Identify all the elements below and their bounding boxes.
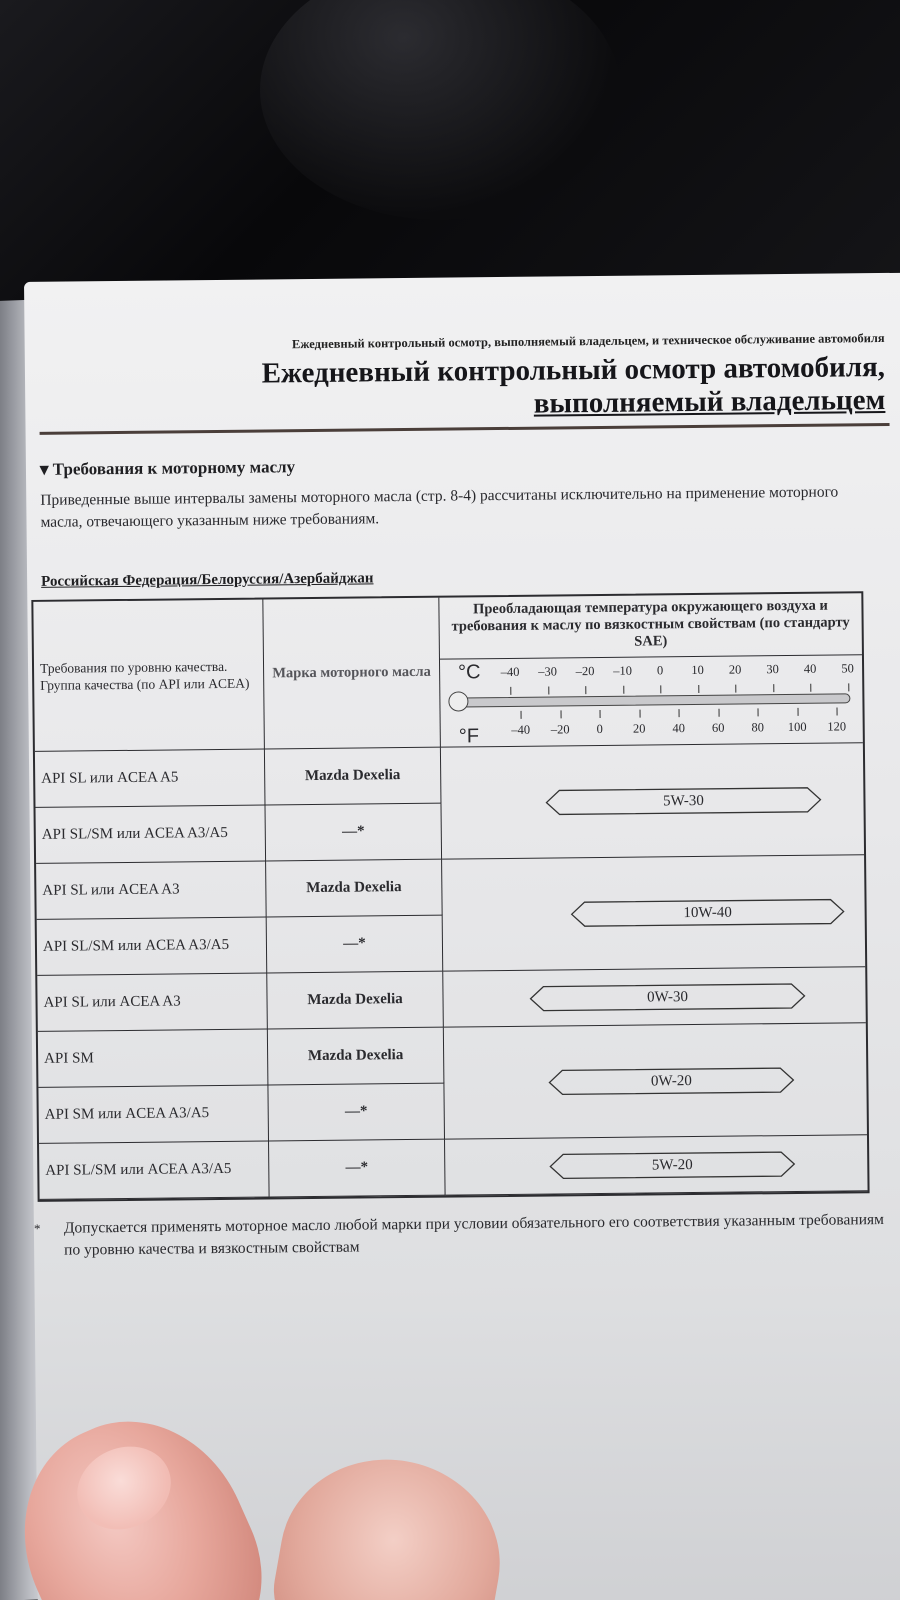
fahrenheit-tick: [560, 710, 561, 718]
requirement-cell: API SL или ACEA A3: [37, 973, 268, 1031]
fahrenheit-tick-label: 60: [711, 720, 725, 735]
requirement-cell: API SM: [38, 1029, 269, 1087]
fahrenheit-tick-label: 120: [827, 719, 847, 734]
temperature-scale: [440, 655, 863, 746]
celsius-tick-label: 50: [841, 661, 854, 676]
celsius-tick: [698, 685, 699, 693]
viscosity-grade-label: 5W-30: [662, 792, 704, 809]
fahrenheit-tick-label: 0: [596, 721, 603, 737]
requirement-cell: API SL или ACEA A5: [35, 750, 266, 808]
celsius-unit: °C: [457, 661, 481, 684]
table-rows-grid: [35, 743, 868, 1200]
celsius-tick: [735, 685, 736, 693]
page-title: [261, 351, 885, 424]
celsius-tick-label: 30: [766, 662, 779, 677]
viscosity-grade-label: 10W-40: [683, 904, 732, 921]
fahrenheit-tick-label: 40: [672, 721, 686, 736]
footnote-marker: *: [33, 1220, 41, 1236]
brand-cell: Mazda Dexelia: [267, 972, 444, 1030]
viscosity-grade-label: 0W-20: [650, 1072, 692, 1089]
section-heading: ▾ Требования к моторному маслу: [39, 457, 296, 479]
viscosity-cell: [443, 967, 866, 1027]
celsius-tick-label: 20: [728, 662, 742, 677]
celsius-tick: [660, 685, 661, 693]
page-title-line1: Ежедневный контрольный осмотр автомобиля,: [261, 350, 886, 390]
viscosity-cell: [441, 743, 864, 859]
brand-cell: Mazda Dexelia: [266, 860, 443, 918]
celsius-tick: [848, 683, 849, 691]
thermometer-bar: [456, 693, 850, 707]
fahrenheit-tick: [718, 709, 719, 717]
brand-cell: —*: [269, 1140, 446, 1198]
celsius-tick: [810, 684, 811, 692]
fahrenheit-tick-label: 80: [751, 720, 765, 735]
intro-paragraph: Приведенные выше интервалы замены моторного масла (стр. 8-4) рассчитаны исключительно на применение моторного масла, отвечающего указанным ниже требованиям.: [40, 483, 839, 531]
header-divider: [40, 423, 890, 435]
thermometer-bulb: [448, 691, 468, 711]
celsius-tick-label: –10: [613, 663, 633, 678]
fahrenheit-tick: [679, 709, 680, 717]
fahrenheit-tick: [639, 710, 640, 718]
celsius-tick: [585, 686, 586, 694]
fahrenheit-tick: [600, 710, 601, 718]
celsius-tick-label: 40: [803, 661, 817, 676]
fahrenheit-tick: [521, 711, 522, 719]
column-header-temperature: [439, 593, 863, 747]
viscosity-range-bar: [545, 787, 821, 816]
running-title: Ежедневный контрольный осмотр, выполняемый владельцем, и техническое обслуживание автомобиля: [291, 330, 885, 352]
viscosity-cell: [442, 855, 865, 971]
fahrenheit-tick: [758, 708, 759, 716]
footnote-text: Допускается применять моторное масло любой марки при условии обязательного его соответствия указанным требованиям по уровню качества и вязкостным свойствам: [63, 1211, 885, 1259]
temperature-header-title: Преобладающая температура окружающего воздуха и требования к маслу по вязкостным свойствам (по стандарту SAE): [439, 593, 862, 659]
brand-cell: —*: [268, 1084, 445, 1142]
table-body: [35, 743, 868, 1200]
brand-cell: Mazda Dexelia: [268, 1028, 445, 1086]
fahrenheit-unit: °F: [458, 725, 480, 748]
brand-cell: —*: [265, 804, 442, 862]
fahrenheit-tick: [797, 708, 798, 716]
celsius-tick: [510, 687, 511, 695]
requirement-cell: API SL или ACEA A3: [36, 861, 267, 919]
viscosity-range-bar: [571, 898, 845, 927]
requirement-cell: API SL/SM или ACEA A3/A5: [39, 1141, 270, 1199]
footnote: [33, 1209, 898, 1262]
viscosity-range-bar: [529, 983, 805, 1012]
viscosity-range-bar: [548, 1067, 794, 1096]
fahrenheit-tick-label: –20: [550, 722, 570, 737]
viscosity-cell: [445, 1135, 868, 1195]
celsius-tick: [623, 686, 624, 694]
oil-requirements-table: [31, 591, 869, 1202]
requirement-cell: API SL/SM или ACEA A3/A5: [36, 805, 267, 863]
celsius-tick-label: –30: [538, 664, 558, 679]
viscosity-range-bar: [549, 1151, 795, 1180]
viscosity-cell: [444, 1023, 867, 1139]
brand-cell: Mazda Dexelia: [265, 748, 442, 806]
fahrenheit-tick-label: 20: [632, 721, 646, 736]
manual-page: [24, 273, 900, 1600]
viscosity-grade-label: 5W-20: [651, 1156, 693, 1173]
celsius-tick: [548, 687, 549, 695]
requirement-cell: API SM или ACEA A3/A5: [38, 1085, 269, 1143]
page-title-line2: выполняемый владельцем: [533, 383, 886, 420]
column-header-brand: Марка моторного масла: [263, 598, 441, 750]
region-heading: Российская Федерация/Белоруссия/Азербайджан: [41, 570, 374, 590]
requirement-cell: API SL/SM или ACEA A3/A5: [37, 917, 268, 975]
celsius-tick-label: –40: [500, 664, 520, 680]
brand-cell: —*: [267, 916, 444, 974]
column-header-requirements: Требования по уровню качества. Группа качества (по API или ACEA): [33, 600, 265, 752]
celsius-tick: [773, 684, 774, 692]
celsius-tick-label: –20: [575, 664, 595, 679]
celsius-tick-label: 10: [691, 662, 704, 678]
fahrenheit-tick-label: 100: [787, 719, 807, 735]
celsius-tick-label: 0: [656, 663, 664, 678]
fahrenheit-tick-label: –40: [511, 722, 531, 737]
table-grid: [33, 593, 863, 752]
viscosity-grade-label: 0W-30: [647, 988, 689, 1006]
fahrenheit-tick: [837, 708, 838, 716]
